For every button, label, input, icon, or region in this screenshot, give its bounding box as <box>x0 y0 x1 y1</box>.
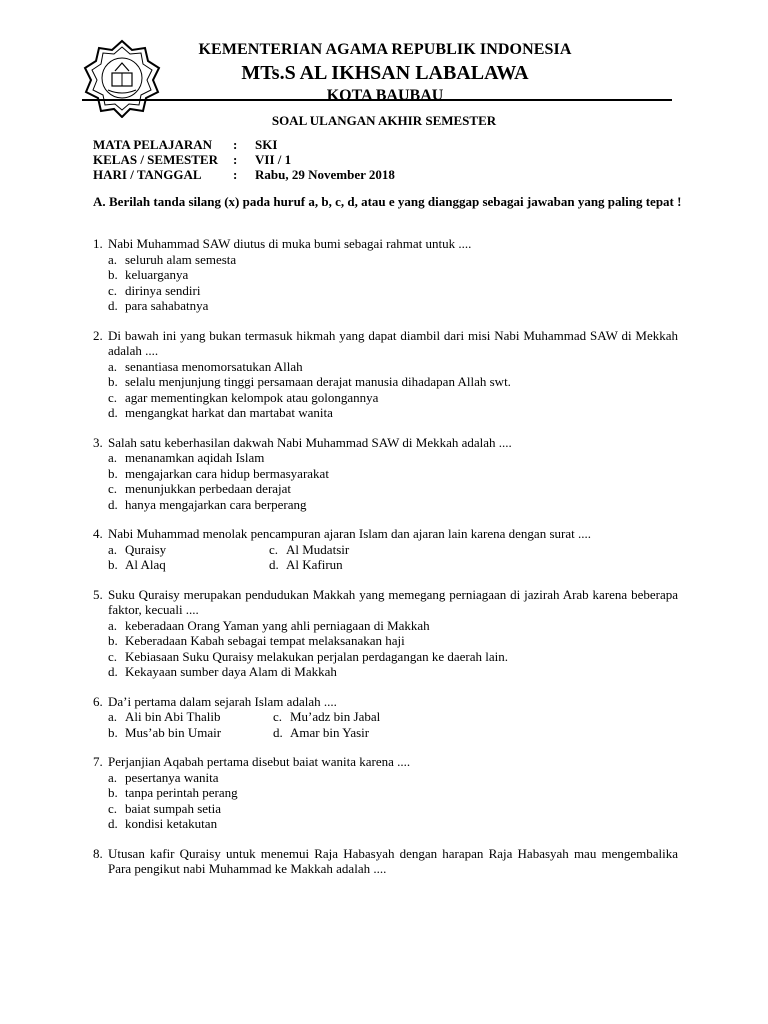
meta-value: Rabu, 29 November 2018 <box>255 167 395 182</box>
option-letter: a. <box>108 251 118 267</box>
option-letter: c. <box>108 389 118 405</box>
meta-key: KELAS / SEMESTER <box>93 152 218 167</box>
option-text: Al Alaq <box>125 557 166 572</box>
option-text: Keberadaan Kabah sebagai tempat melaksanakan haji <box>125 633 405 648</box>
answer-option <box>93 252 678 268</box>
meta-row <box>93 167 395 182</box>
document-title: SOAL ULANGAN AKHIR SEMESTER <box>271 113 497 128</box>
question-item <box>93 526 678 573</box>
option-letter: d. <box>108 664 118 679</box>
option-text: Al Kafirun <box>286 557 343 572</box>
answer-option <box>93 633 678 649</box>
answer-option <box>93 466 678 482</box>
option-text: tanpa perintah perang <box>125 785 238 800</box>
option-text: selalu menjunjung tinggi persamaan derajat manusia dihadapan Allah swt. <box>125 374 511 389</box>
question-item <box>93 754 678 832</box>
option-letter: b. <box>108 374 118 389</box>
question-number: 2. <box>93 327 103 343</box>
option-letter: c. <box>269 541 279 557</box>
question-text: Utusan kafir Quraisy untuk menemui Raja Habasyah dengan harapan Raja Habasyah mau mengembalika Para pengikut nabi Muhammad ke Makkah adalah .... <box>108 845 678 876</box>
option-text: mengangkat harkat dan martabat wanita <box>125 405 333 420</box>
instruction-label: A. <box>93 194 106 209</box>
option-letter: c. <box>108 800 118 816</box>
ministry-name: KEMENTERIAN AGAMA REPUBLIK INDONESIA <box>198 41 572 58</box>
option-letter: d. <box>273 724 283 740</box>
ministry-logo-icon <box>82 38 162 118</box>
answer-option <box>269 557 469 573</box>
option-text: mengajarkan cara hidup bermasyarakat <box>125 465 329 481</box>
option-letter: c. <box>273 709 283 724</box>
meta-separator: : <box>233 167 238 182</box>
option-text: agar mementingkan kelompok atau golongannya <box>125 389 379 405</box>
option-letter: b. <box>108 465 118 481</box>
question-text: Da’i pertama dalam sejarah Islam adalah .... <box>108 693 337 709</box>
option-letter: a. <box>108 358 118 374</box>
question-item <box>93 435 678 513</box>
option-letter: b. <box>108 724 118 740</box>
question-item <box>93 236 678 314</box>
meta-key: HARI / TANGGAL <box>93 167 202 182</box>
option-letter: c. <box>108 481 118 496</box>
answer-option <box>93 298 678 314</box>
question-list <box>93 236 678 877</box>
option-text: keluarganya <box>125 267 189 282</box>
option-letter: c. <box>108 282 118 298</box>
answer-option <box>93 283 678 299</box>
answer-option <box>93 267 678 283</box>
instruction-text: Berilah tanda silang (x) pada huruf a, b, c, d, atau e yang dianggap sebagai jawaban yang paling tepat ! <box>109 194 682 209</box>
question-text: Nabi Muhammad menolak pencampuran ajaran Islam dan ajaran lain karena dengan surat .... <box>108 526 591 541</box>
meta-value: VII / 1 <box>255 152 292 167</box>
city-name: KOTA BAUBAU <box>326 87 444 104</box>
meta-row <box>93 137 395 152</box>
answer-option <box>93 390 678 406</box>
option-letter: a. <box>108 541 118 557</box>
question-number: 1. <box>93 236 103 251</box>
question-item <box>93 587 678 680</box>
option-text: seluruh alam semesta <box>125 251 237 267</box>
question-number: 6. <box>93 693 103 709</box>
option-text: Kebiasaan Suku Quraisy melakukan perjalan perdagangan ke daerah lain. <box>125 648 508 664</box>
answer-option <box>93 649 678 665</box>
option-letter: b. <box>108 785 118 800</box>
option-letter: a. <box>108 617 118 633</box>
option-letter: d. <box>108 405 118 420</box>
answer-option <box>108 725 273 741</box>
option-text: Al Mudatsir <box>286 541 350 557</box>
question-text: Salah satu keberhasilan dakwah Nabi Muhammad SAW di Mekkah adalah .... <box>108 434 512 450</box>
header-divider <box>82 99 672 101</box>
option-text: senantiasa menomorsatukan Allah <box>125 358 303 374</box>
option-text: kondisi ketakutan <box>125 816 218 831</box>
question-number: 7. <box>93 754 103 769</box>
answer-option-row <box>93 725 678 741</box>
answer-option <box>93 664 678 680</box>
option-text: hanya mengajarkan cara berperang <box>125 496 307 512</box>
question-item <box>93 694 678 741</box>
question-item <box>93 846 678 877</box>
answer-option <box>273 725 473 741</box>
answer-option <box>93 816 678 832</box>
exam-meta <box>93 137 395 182</box>
option-letter: d. <box>108 816 118 831</box>
answer-option-row <box>93 542 678 558</box>
option-text: menanamkan aqidah Islam <box>125 450 265 465</box>
question-number: 3. <box>93 434 103 450</box>
option-text: Amar bin Yasir <box>290 724 370 740</box>
answer-option <box>93 785 678 801</box>
meta-value: SKI <box>255 137 278 152</box>
option-text: Mus’ab bin Umair <box>125 724 222 740</box>
option-letter: a. <box>108 450 118 465</box>
question-number: 8. <box>93 845 103 861</box>
school-name: MTs.S AL IKHSAN LABALAWA <box>241 62 529 84</box>
answer-option <box>93 801 678 817</box>
option-letter: c. <box>108 648 118 664</box>
answer-option <box>93 450 678 466</box>
option-letter: a. <box>108 709 118 724</box>
option-text: pesertanya wanita <box>125 769 219 785</box>
question-item <box>93 328 678 421</box>
answer-option <box>93 359 678 375</box>
meta-key: MATA PELAJARAN <box>93 137 213 152</box>
answer-option <box>108 542 269 558</box>
option-text: keberadaan Orang Yaman yang ahli perniagaan di Makkah <box>125 617 430 633</box>
option-text: Kekayaan sumber daya Alam di Makkah <box>125 664 337 679</box>
answer-option <box>93 481 678 497</box>
question-number: 5. <box>93 586 103 602</box>
option-letter: a. <box>108 769 118 785</box>
answer-option <box>93 405 678 421</box>
meta-separator: : <box>233 137 238 152</box>
option-letter: b. <box>108 267 118 282</box>
answer-option <box>93 497 678 513</box>
question-text: Suku Quraisy merupakan pendudukan Makkah yang memegang perniagaan di jazirah Arab karena beberapa faktor, kecuali .... <box>108 586 678 617</box>
answer-option <box>93 618 678 634</box>
question-text: Perjanjian Aqabah pertama disebut baiat wanita karena .... <box>108 754 411 769</box>
question-text: Di bawah ini yang bukan termasuk hikmah yang dapat diambil dari misi Nabi Muhammad SAW di Mekkah adalah .... <box>108 327 678 358</box>
question-text: Nabi Muhammad SAW diutus di muka bumi sebagai rahmat untuk .... <box>108 236 472 251</box>
answer-option <box>108 709 273 725</box>
answer-option-row <box>93 557 678 573</box>
question-number: 4. <box>93 526 103 541</box>
option-text: dirinya sendiri <box>125 282 201 298</box>
option-text: baiat sumpah setia <box>125 800 222 816</box>
answer-option <box>93 770 678 786</box>
answer-option <box>273 709 473 725</box>
meta-separator: : <box>233 152 238 167</box>
option-letter: b. <box>108 633 118 648</box>
option-text: Mu’adz bin Jabal <box>290 709 381 724</box>
meta-row <box>93 152 395 167</box>
answer-option-row <box>93 709 678 725</box>
option-text: para sahabatnya <box>125 298 209 313</box>
instruction <box>93 194 683 210</box>
option-text: Ali bin Abi Thalib <box>125 709 221 724</box>
answer-option <box>269 542 469 558</box>
letterhead <box>170 40 600 106</box>
option-letter: b. <box>108 557 118 572</box>
option-text: menunjukkan perbedaan derajat <box>125 481 292 496</box>
option-text: Quraisy <box>125 541 167 557</box>
option-letter: d. <box>108 496 118 512</box>
option-letter: d. <box>269 557 279 572</box>
answer-option <box>93 374 678 390</box>
answer-option <box>108 557 269 573</box>
option-letter: d. <box>108 298 118 313</box>
